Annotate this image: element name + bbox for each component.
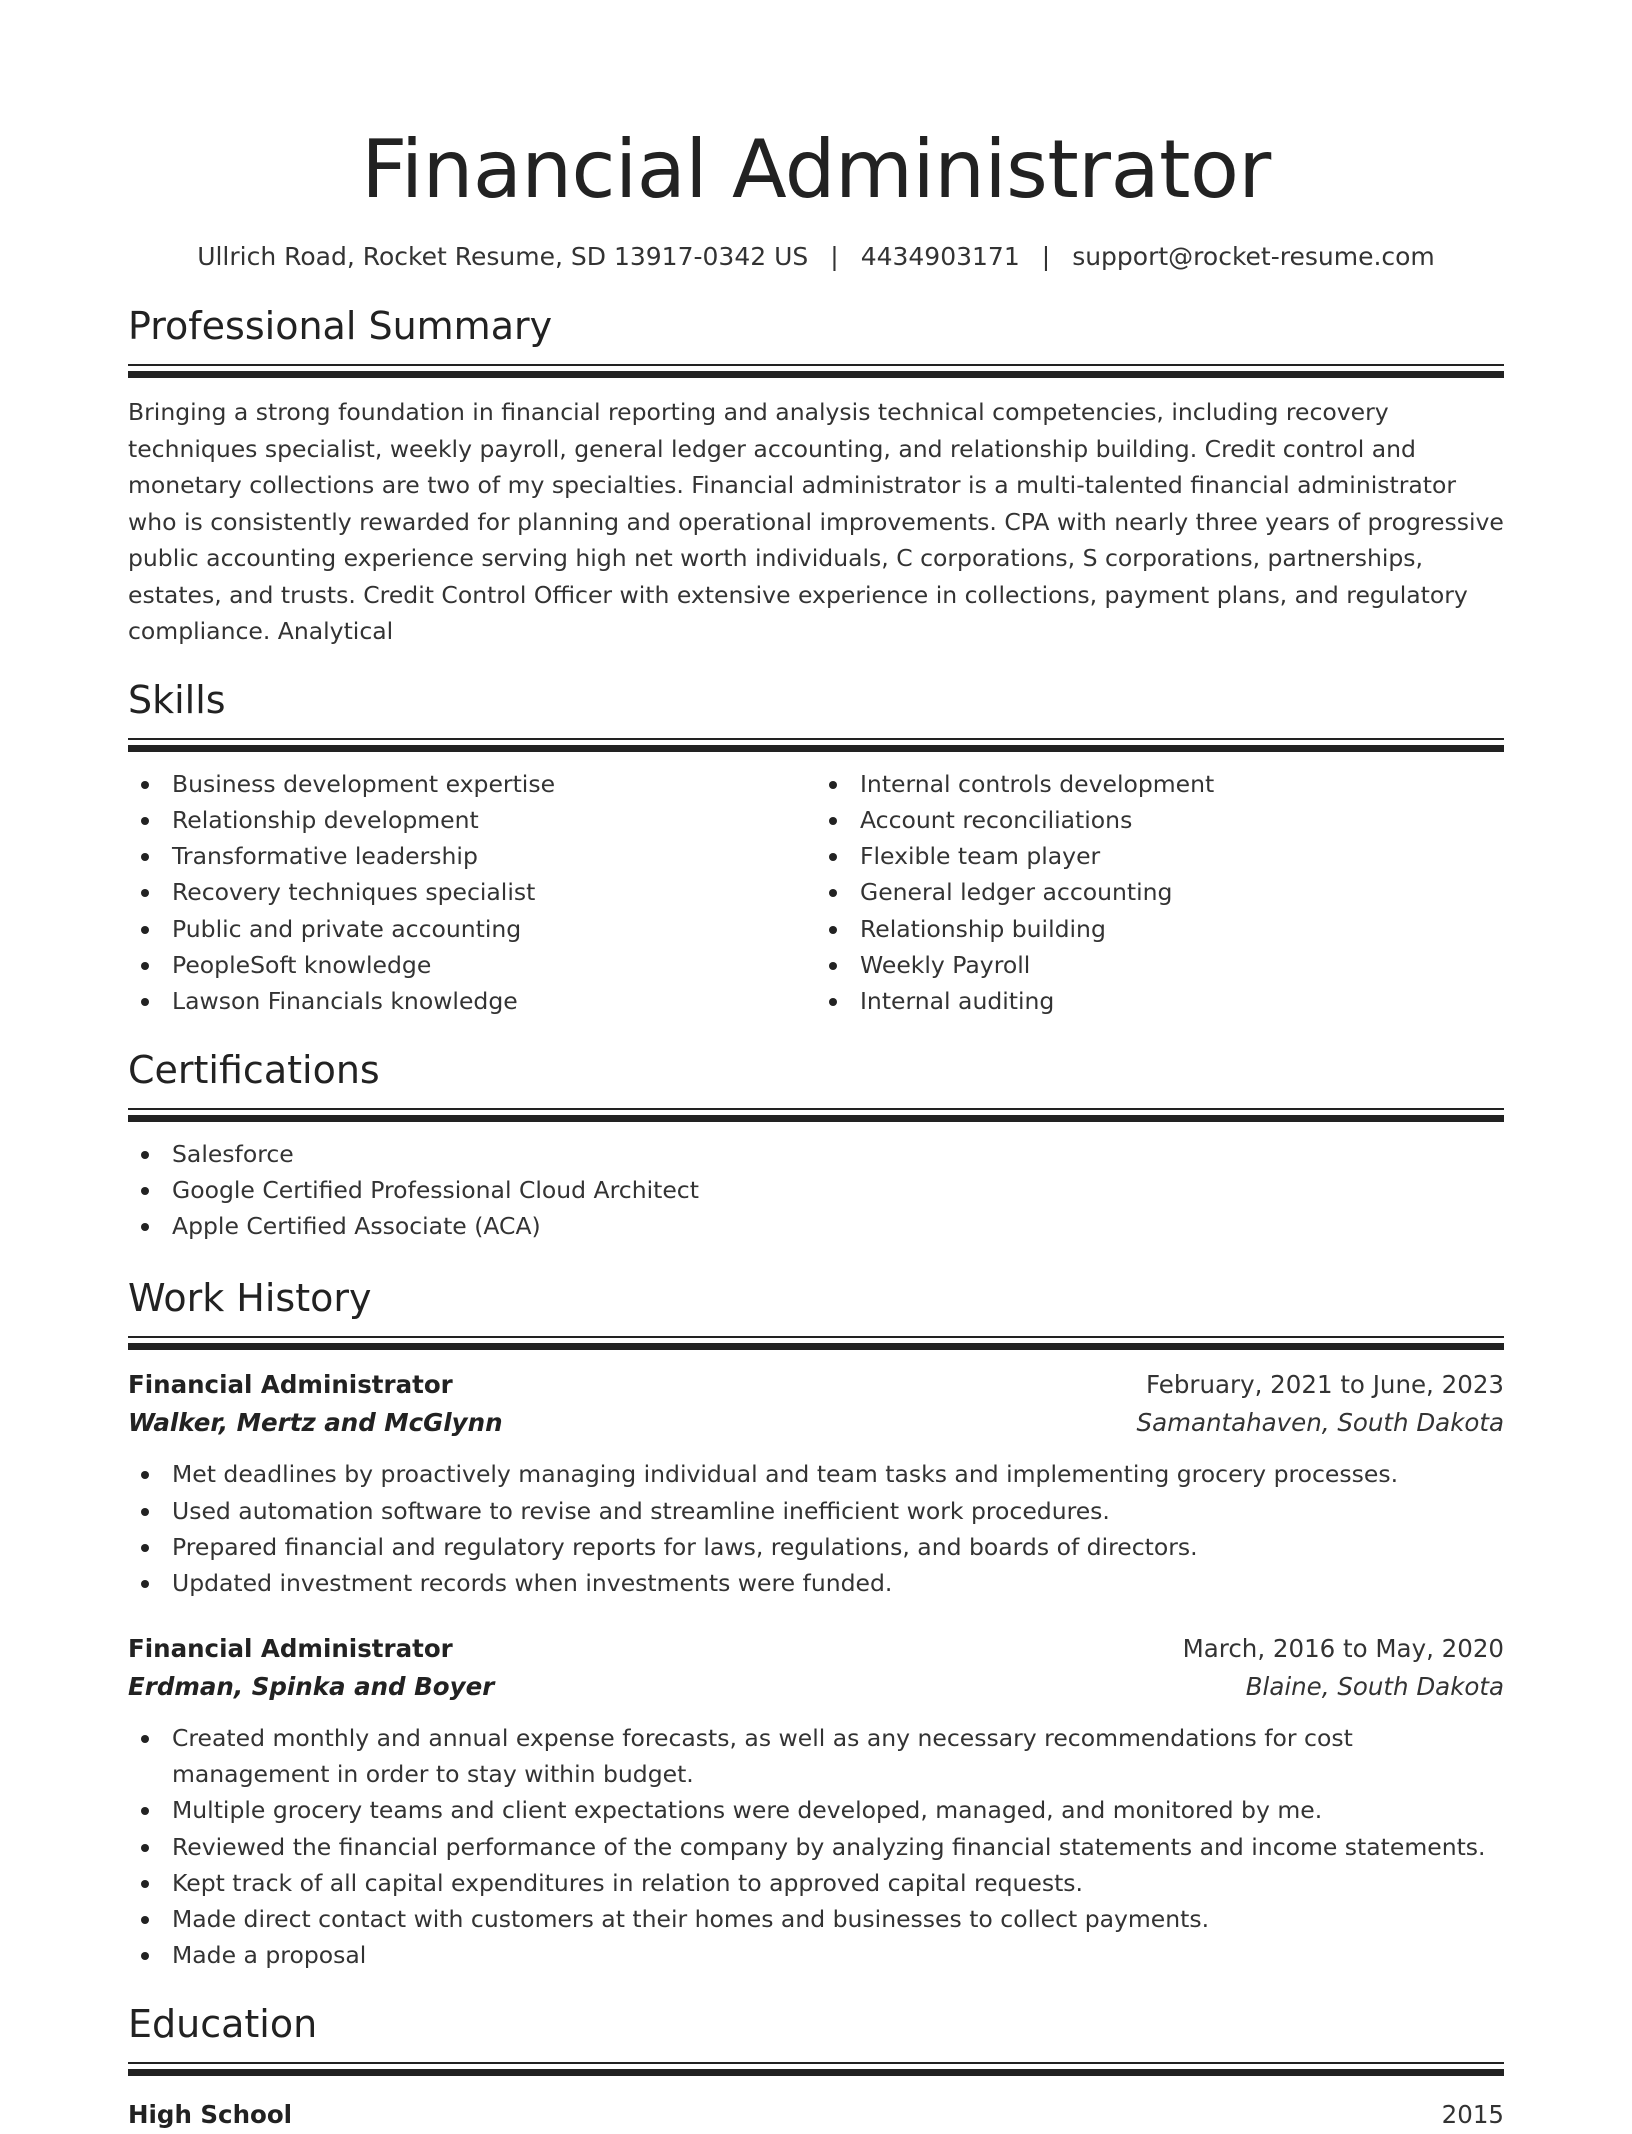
skills-columns <box>128 766 1504 1020</box>
job-title: Financial Administrator <box>128 1370 453 1400</box>
section-title-work-history: Work History <box>128 1276 372 1321</box>
section-divider <box>128 2062 1504 2076</box>
certifications-list <box>128 1136 1504 1245</box>
skill-item: Relationship building <box>816 911 1504 947</box>
skill-item: PeopleSoft knowledge <box>128 947 816 983</box>
skill-item: Relationship development <box>128 802 816 838</box>
section-divider <box>128 738 1504 752</box>
job-dates: February, 2021 to June, 2023 <box>1146 1370 1504 1400</box>
contact-phone: 4434903171 <box>860 242 1020 271</box>
job-bullet: Kept track of all capital expenditures in relation to approved capital requests. <box>128 1865 1504 1901</box>
job-title: Financial Administrator <box>128 1633 453 1663</box>
skill-item: Recovery techniques specialist <box>128 874 816 910</box>
skill-item: Internal controls development <box>816 766 1504 802</box>
job-bullet: Created monthly and annual expense forecasts, as well as any necessary recommendations for cost management in order to stay within budget. <box>128 1720 1504 1793</box>
summary-section <box>128 302 1504 650</box>
job-subheader <box>128 1404 1504 1442</box>
section-title-summary: Professional Summary <box>128 304 553 348</box>
job-header <box>128 1630 1504 1668</box>
skill-item: Transformative leadership <box>128 838 816 874</box>
skill-item: Lawson Financials knowledge <box>128 983 816 1019</box>
job-subheader <box>128 1668 1504 1706</box>
skill-item: Internal auditing <box>816 983 1504 1019</box>
job-bullet: Made a proposal <box>128 1937 1504 1973</box>
job-location: Blaine, South Dakota <box>1245 1671 1504 1701</box>
summary-text: Bringing a strong foundation in financial reporting and analysis technical competencies, including recovery techniques specialist, weekly payroll, general ledger accounting, and relationship building. Credit control and monetary collections are two of my specialties. Financial administrator is a multi-talented financial administrator who is consistently rewarded for planning and operational improvements. CPA with nearly three years of progressive public accounting experience serving high net worth individuals, C corporations, S corporations, partnerships, estates, and trusts. Credit Control Officer with extensive experience in collections, payment plans, and regulatory compliance. Analytical <box>128 398 1504 645</box>
skill-item: Weekly Payroll <box>816 947 1504 983</box>
contact-address: Ullrich Road, Rocket Resume, SD 13917-0342 US <box>197 242 809 271</box>
job-dates: March, 2016 to May, 2020 <box>1182 1633 1504 1663</box>
job-bullet: Used automation software to revise and streamline inefficient work procedures. <box>128 1493 1504 1529</box>
certification-item: Salesforce <box>128 1136 1504 1172</box>
job-bullet: Met deadlines by proactively managing individual and team tasks and implementing grocery processes. <box>128 1456 1504 1492</box>
job-bullet: Prepared financial and regulatory reports for laws, regulations, and boards of directors. <box>128 1529 1504 1565</box>
contact-email: support@rocket-resume.com <box>1072 242 1435 271</box>
job-header <box>128 1366 1504 1404</box>
work-history-section <box>128 1274 1504 1973</box>
education-degree: High School <box>128 2099 293 2129</box>
section-title-certifications: Certifications <box>128 1047 380 1092</box>
education-year: 2015 <box>1441 2099 1504 2129</box>
job-bullet: Reviewed the financial performance of the company by analyzing financial statements and income statements. <box>128 1829 1504 1865</box>
skill-item: Account reconciliations <box>816 802 1504 838</box>
job-bullets <box>128 1456 1504 1601</box>
job-entry <box>128 1630 1504 1974</box>
job-company: Walker, Mertz and McGlynn <box>128 1408 503 1438</box>
skills-list-right <box>816 766 1504 1020</box>
contact-separator: | <box>830 242 839 271</box>
skill-item: General ledger accounting <box>816 874 1504 910</box>
contact-line <box>128 240 1504 274</box>
contact-separator: | <box>1041 242 1051 271</box>
job-bullets <box>128 1720 1504 1974</box>
section-divider <box>128 1108 1504 1122</box>
resume-name: Financial Administrator <box>361 123 1271 216</box>
skills-list-left <box>128 766 816 1020</box>
education-entry <box>128 2096 1504 2134</box>
section-title-skills: Skills <box>128 677 226 722</box>
section-title-education: Education <box>128 2001 318 2046</box>
skill-item: Public and private accounting <box>128 911 816 947</box>
job-bullet: Updated investment records when investments were funded. <box>128 1565 1504 1601</box>
job-entry <box>128 1366 1504 1601</box>
section-divider <box>128 364 1504 378</box>
section-divider <box>128 1336 1504 1350</box>
job-bullet: Multiple grocery teams and client expectations were developed, managed, and monitored by me. <box>128 1792 1504 1828</box>
certifications-section <box>128 1046 1504 1245</box>
education-section <box>128 2000 1504 2134</box>
skills-section <box>128 676 1504 1020</box>
job-company: Erdman, Spinka and Boyer <box>128 1671 495 1701</box>
certification-item: Google Certified Professional Cloud Architect <box>128 1172 1504 1208</box>
job-location: Samantahaven, South Dakota <box>1136 1408 1504 1438</box>
certification-item: Apple Certified Associate (ACA) <box>128 1208 1504 1244</box>
job-bullet: Made direct contact with customers at their homes and businesses to collect payments. <box>128 1901 1504 1937</box>
skill-item: Business development expertise <box>128 766 816 802</box>
skill-item: Flexible team player <box>816 838 1504 874</box>
